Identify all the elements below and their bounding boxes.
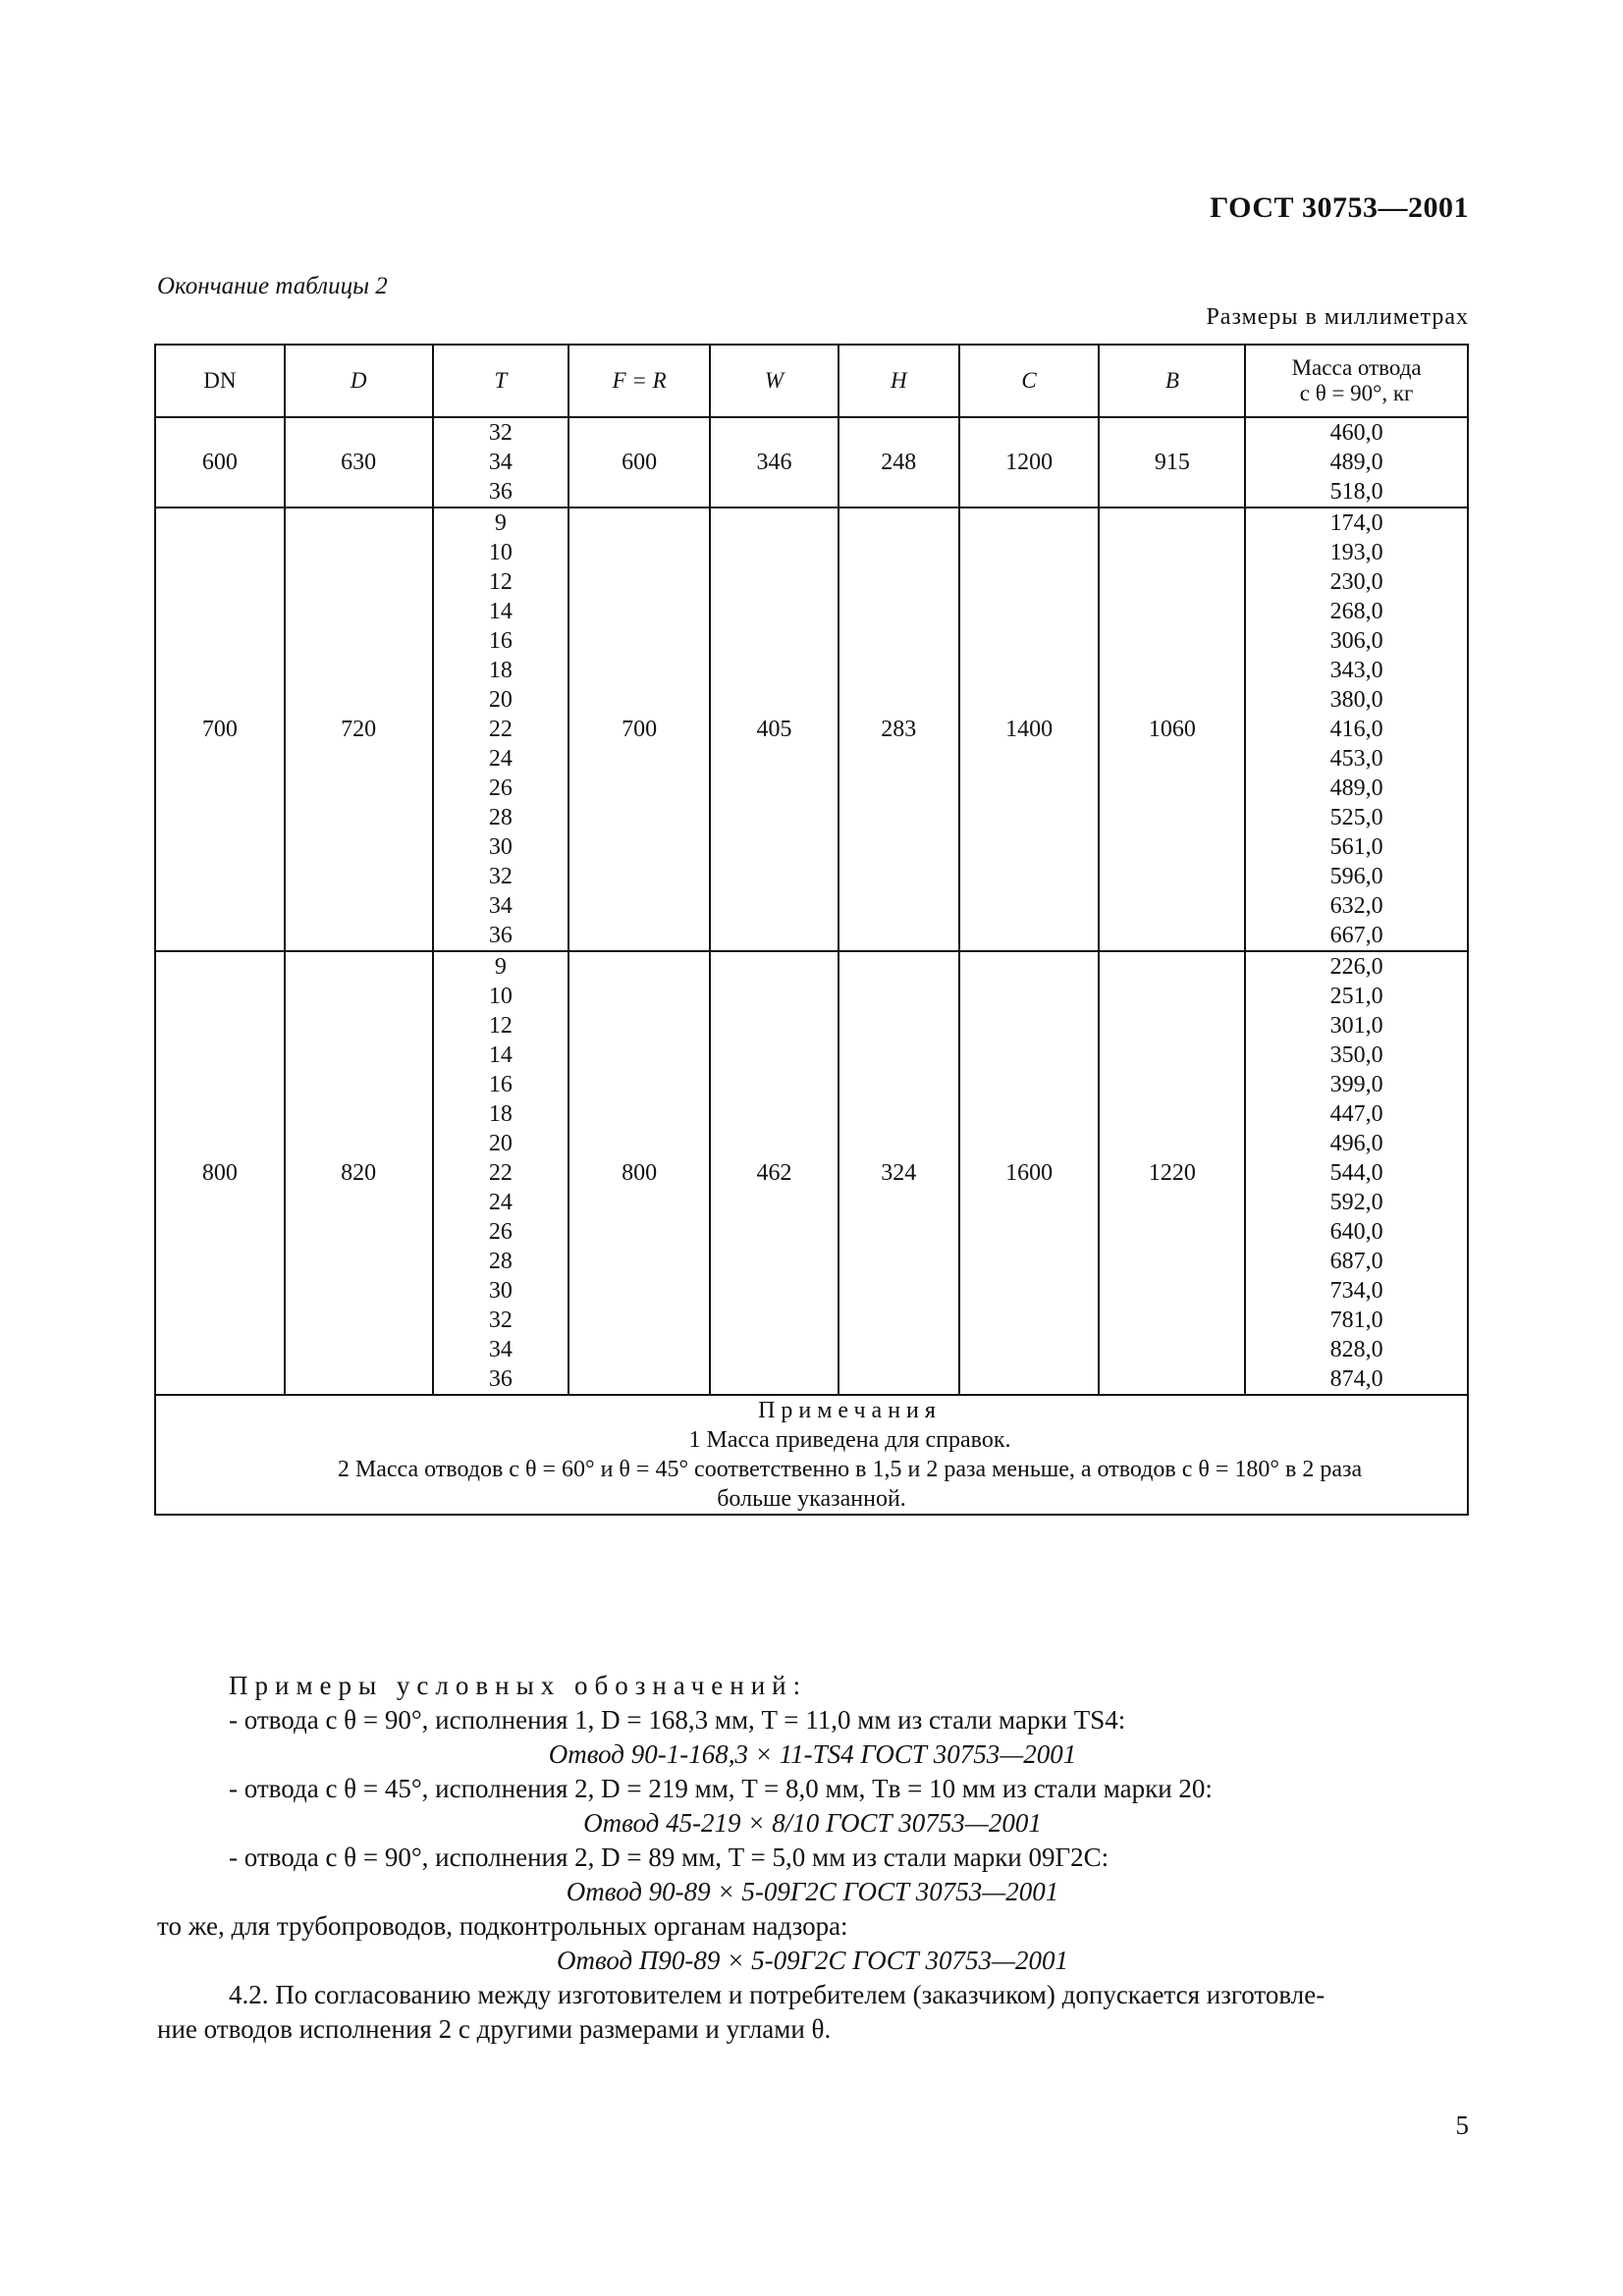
cell-dn: 700 xyxy=(155,507,285,951)
cell-mass-value: 343,0 xyxy=(1329,658,1383,683)
cell-t-value: 34 xyxy=(488,1337,513,1362)
cell-t-value: 30 xyxy=(488,834,513,860)
cell-t-value: 24 xyxy=(488,746,513,772)
example-4: то же, для трубопроводов, подконтрольных органам надзора: xyxy=(157,1911,848,1941)
cell-mass-value: 174,0 xyxy=(1329,510,1383,536)
cell-f-r: 600 xyxy=(568,417,710,507)
cell-d: 630 xyxy=(285,417,433,507)
cell-mass-value: 380,0 xyxy=(1329,687,1383,713)
cell-t-value: 26 xyxy=(488,1219,513,1245)
cell-mass-value: 632,0 xyxy=(1329,893,1383,919)
table-notes xyxy=(155,1395,1468,1515)
table-row xyxy=(155,951,1468,1395)
cell-mass-value: 496,0 xyxy=(1329,1131,1383,1156)
cell-t-value: 20 xyxy=(488,1131,513,1156)
cell-mass-value: 489,0 xyxy=(1329,450,1383,475)
cell-mass-value: 306,0 xyxy=(1329,628,1383,654)
cell-b: 915 xyxy=(1099,417,1245,507)
cell-t-value: 36 xyxy=(488,923,513,948)
header-c: C xyxy=(959,345,1100,417)
cell-t-value: 32 xyxy=(488,864,513,889)
note-2b: больше указанной. xyxy=(717,1486,906,1512)
cell-t-value: 14 xyxy=(488,599,513,624)
cell-d: 720 xyxy=(285,507,433,951)
cell-mass-value: 781,0 xyxy=(1329,1308,1383,1333)
notes-row xyxy=(155,1395,1468,1515)
cell-h: 283 xyxy=(839,507,959,951)
cell-dn: 800 xyxy=(155,951,285,1395)
examples-title: Примеры условных обозначений: xyxy=(229,1671,808,1700)
cell-mass-value: 268,0 xyxy=(1329,599,1383,624)
cell-t-list xyxy=(433,507,569,951)
cell-mass-value: 525,0 xyxy=(1329,805,1383,830)
paragraph-4-2-line2: ние отводов исполнения 2 с другими размерами и углами θ. xyxy=(157,2014,832,2044)
cell-t-value: 30 xyxy=(488,1278,513,1304)
header-dn: DN xyxy=(155,345,285,417)
cell-c: 1200 xyxy=(959,417,1100,507)
cell-b: 1220 xyxy=(1099,951,1245,1395)
table-row xyxy=(155,417,1468,507)
cell-mass-value: 828,0 xyxy=(1329,1337,1383,1362)
example-2: - отвода с θ = 45°, исполнения 2, D = 219 мм, T = 8,0 мм, Tв = 10 мм из стали марки 20: xyxy=(229,1774,1213,1803)
cell-mass-value: 416,0 xyxy=(1329,717,1383,742)
example-3-code: Отвод 90-89 × 5-09Г2С ГОСТ 30753—2001 xyxy=(566,1877,1059,1906)
cell-t-value: 34 xyxy=(488,450,513,475)
document-header: ГОСТ 30753—2001 xyxy=(1210,191,1469,224)
cell-mass-value: 251,0 xyxy=(1329,984,1383,1009)
cell-mass-value: 230,0 xyxy=(1329,569,1383,595)
note-1: 1 Масса приведена для справок. xyxy=(688,1427,1011,1453)
cell-t-value: 9 xyxy=(494,954,507,980)
cell-mass-value: 544,0 xyxy=(1329,1160,1383,1186)
example-3: - отвода с θ = 90°, исполнения 2, D = 89 мм, T = 5,0 мм из стали марки 09Г2С: xyxy=(229,1842,1109,1872)
cell-mass-list xyxy=(1245,417,1468,507)
cell-mass-value: 447,0 xyxy=(1329,1101,1383,1127)
cell-t-value: 18 xyxy=(488,658,513,683)
units-note: Размеры в миллиметрах xyxy=(1206,304,1469,330)
cell-w: 405 xyxy=(710,507,839,951)
cell-t-value: 18 xyxy=(488,1101,513,1127)
page-number: 5 xyxy=(1455,2110,1469,2140)
example-1-code: Отвод 90-1-168,3 × 11-TS4 ГОСТ 30753—2001 xyxy=(548,1739,1077,1769)
cell-t-value: 32 xyxy=(488,1308,513,1333)
header-b: B xyxy=(1099,345,1245,417)
cell-t-value: 32 xyxy=(488,420,513,446)
cell-t-value: 28 xyxy=(488,1249,513,1274)
dimensions-table xyxy=(154,344,1469,1516)
cell-mass-value: 460,0 xyxy=(1329,420,1383,446)
cell-mass-value: 592,0 xyxy=(1329,1190,1383,1215)
cell-mass-value: 561,0 xyxy=(1329,834,1383,860)
table-row xyxy=(155,507,1468,951)
cell-mass-value: 596,0 xyxy=(1329,864,1383,889)
cell-t-value: 34 xyxy=(488,893,513,919)
cell-c: 1400 xyxy=(959,507,1100,951)
cell-mass-value: 687,0 xyxy=(1329,1249,1383,1274)
cell-t-value: 16 xyxy=(488,628,513,654)
cell-d: 820 xyxy=(285,951,433,1395)
cell-mass-value: 489,0 xyxy=(1329,775,1383,801)
header-d: D xyxy=(285,345,433,417)
cell-mass-value: 734,0 xyxy=(1329,1278,1383,1304)
cell-mass-value: 518,0 xyxy=(1329,479,1383,505)
cell-t-value: 36 xyxy=(488,479,513,505)
notes-title: Примечания xyxy=(758,1398,942,1423)
cell-t-value: 20 xyxy=(488,687,513,713)
cell-mass-value: 193,0 xyxy=(1329,540,1383,565)
header-t: T xyxy=(433,345,569,417)
header-f-r: F = R xyxy=(568,345,710,417)
cell-t-value: 26 xyxy=(488,775,513,801)
header-mass-line1: Масса отвода xyxy=(1291,355,1422,380)
header-mass xyxy=(1245,345,1468,417)
cell-t-value: 28 xyxy=(488,805,513,830)
cell-t-value: 16 xyxy=(488,1072,513,1097)
cell-mass-value: 350,0 xyxy=(1329,1042,1383,1068)
cell-b: 1060 xyxy=(1099,507,1245,951)
header-mass-line2: с θ = 90°, кг xyxy=(1299,381,1414,405)
cell-mass-list xyxy=(1245,507,1468,951)
example-4-code: Отвод П90-89 × 5-09Г2С ГОСТ 30753—2001 xyxy=(556,1946,1068,1975)
paragraph-4-2-line1: 4.2. По согласованию между изготовителем и потребителем (заказчиком) допускается изготовле- xyxy=(229,1980,1325,2009)
header-h: H xyxy=(839,345,959,417)
cell-w: 462 xyxy=(710,951,839,1395)
cell-t-value: 12 xyxy=(488,569,513,595)
cell-mass-value: 874,0 xyxy=(1329,1366,1383,1392)
cell-t-value: 36 xyxy=(488,1366,513,1392)
cell-f-r: 700 xyxy=(568,507,710,951)
body-text xyxy=(157,1669,1468,2047)
cell-h: 324 xyxy=(839,951,959,1395)
cell-w: 346 xyxy=(710,417,839,507)
cell-c: 1600 xyxy=(959,951,1100,1395)
cell-mass-value: 640,0 xyxy=(1329,1219,1383,1245)
cell-t-value: 10 xyxy=(488,540,513,565)
cell-t-list xyxy=(433,951,569,1395)
cell-t-value: 22 xyxy=(488,1160,513,1186)
cell-h: 248 xyxy=(839,417,959,507)
cell-t-list xyxy=(433,417,569,507)
cell-t-value: 12 xyxy=(488,1013,513,1039)
cell-mass-value: 226,0 xyxy=(1329,954,1383,980)
cell-mass-value: 399,0 xyxy=(1329,1072,1383,1097)
table-header-row xyxy=(155,345,1468,417)
cell-t-value: 9 xyxy=(494,510,507,536)
cell-mass-value: 453,0 xyxy=(1329,746,1383,772)
cell-mass-value: 667,0 xyxy=(1329,923,1383,948)
header-w: W xyxy=(710,345,839,417)
cell-t-value: 24 xyxy=(488,1190,513,1215)
example-2-code: Отвод 45-219 × 8/10 ГОСТ 30753—2001 xyxy=(583,1808,1042,1838)
cell-t-value: 10 xyxy=(488,984,513,1009)
cell-t-value: 14 xyxy=(488,1042,513,1068)
example-1: - отвода с θ = 90°, исполнения 1, D = 168,3 мм, T = 11,0 мм из стали марки TS4: xyxy=(229,1705,1126,1735)
cell-mass-list xyxy=(1245,951,1468,1395)
note-2a: 2 Масса отводов с θ = 60° и θ = 45° соответственно в 1,5 и 2 раза меньше, а отводов с θ = 180° в 2 раза xyxy=(337,1457,1363,1482)
cell-f-r: 800 xyxy=(568,951,710,1395)
cell-t-value: 22 xyxy=(488,717,513,742)
cell-mass-value: 301,0 xyxy=(1329,1013,1383,1039)
table-caption: Окончание таблицы 2 xyxy=(157,273,388,299)
cell-dn: 600 xyxy=(155,417,285,507)
